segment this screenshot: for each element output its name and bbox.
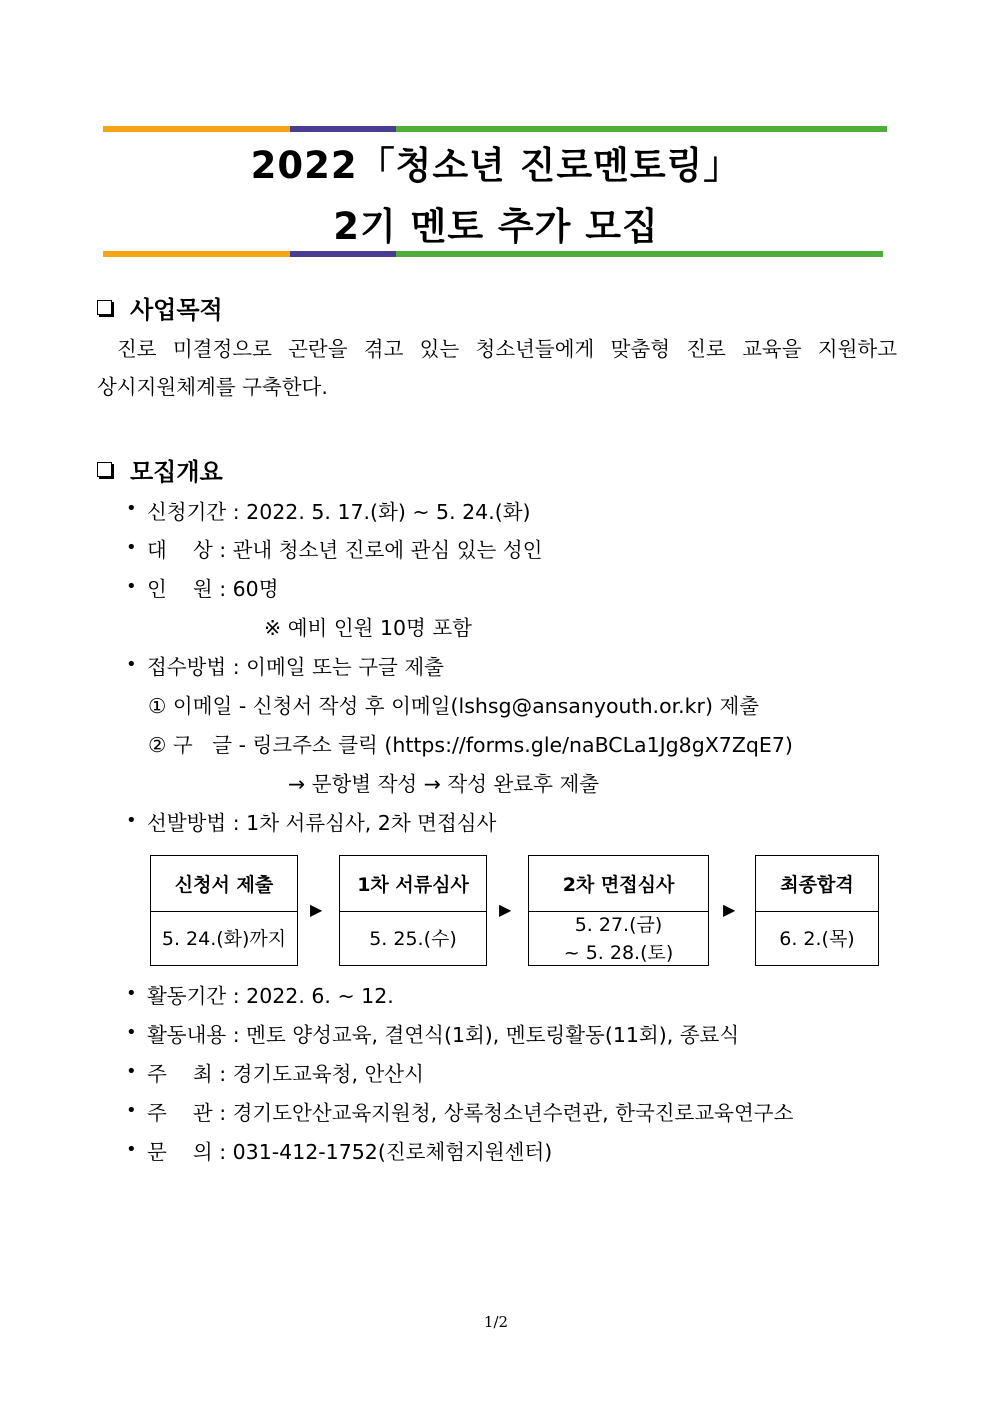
purpose-text-line1: 진로 미결정으로 곤란을 겪고 있는 청소년들에게 맞춤형 진로 교육을 지원하고 <box>117 337 897 361</box>
flow-step-apply <box>150 855 298 966</box>
bullet-icon: • <box>126 1022 137 1043</box>
bar-purple-segment <box>290 251 396 257</box>
flow-date-line1: 5. 24.(화)까지 <box>161 928 287 950</box>
count-note: ※ 예비 인원 10명 포함 <box>264 616 472 640</box>
checkbox-square-icon <box>97 462 112 477</box>
title-bottom-bar <box>103 251 883 257</box>
item-label: 신청기간 <box>147 500 227 524</box>
item-label: 문 의 <box>147 1140 213 1164</box>
flow-step-date <box>529 912 708 966</box>
item-value: : 2022. 6. ~ 12. <box>232 984 394 1008</box>
page-number: 1/2 <box>483 1313 509 1331</box>
list-item-method <box>147 652 444 682</box>
checkbox-square-icon <box>97 300 112 315</box>
flow-step-document-review <box>339 855 487 966</box>
item-value: : 멘토 양성교육, 결연식(1회), 멘토링활동(11회), 종료식 <box>232 1023 740 1047</box>
flow-arrow-icon: ▶ <box>499 900 512 919</box>
item-value: : 2022. 5. 17.(화) ~ 5. 24.(화) <box>232 500 531 524</box>
item-label: 주 최 <box>147 1062 213 1086</box>
item-label: 활동기간 <box>147 984 227 1008</box>
flow-step-interview <box>528 855 709 966</box>
list-item-host <box>147 1059 424 1089</box>
list-item-activity-period <box>147 981 394 1011</box>
section-heading-text: 모집개요 <box>130 458 223 486</box>
flow-step-date <box>756 912 878 966</box>
flow-step-date <box>151 912 297 966</box>
item-value: : 경기도안산교육지원청, 상록청소년수련관, 한국진로교육연구소 <box>219 1101 794 1125</box>
bar-orange-segment <box>103 126 290 132</box>
bar-purple-segment <box>290 126 396 132</box>
flow-step-date <box>340 912 486 966</box>
bullet-icon: • <box>126 1139 137 1160</box>
section-heading-text: 사업목적 <box>130 296 223 324</box>
flow-arrow-icon: ▶ <box>723 900 736 919</box>
section-heading-purpose <box>97 290 223 325</box>
bullet-icon: • <box>126 498 137 519</box>
title-top-bar <box>103 126 887 132</box>
bullet-icon: • <box>126 576 137 597</box>
method-google-continued: → 문항별 작성 → 작성 완료후 제출 <box>288 772 600 796</box>
purpose-text-line2: 상시지원체계를 구축한다. <box>97 375 328 399</box>
bullet-icon: • <box>126 1061 137 1082</box>
item-label: 인 원 <box>147 577 213 601</box>
bullet-icon: • <box>126 810 137 831</box>
list-item-count <box>147 574 279 604</box>
page-title-line1: 2022「청소년 진로멘토링」 <box>250 144 742 187</box>
flow-step-final <box>755 855 879 966</box>
item-value: : 관내 청소년 진로에 관심 있는 성인 <box>219 538 543 562</box>
item-value: : 이메일 또는 구글 제출 <box>232 655 444 679</box>
method-email-line: ① 이메일 - 신청서 작성 후 이메일(lshsg@ansanyouth.or.kr) 제출 <box>148 694 760 718</box>
list-item-organizer <box>147 1098 793 1128</box>
item-label: 대 상 <box>147 538 213 562</box>
item-label: 주 관 <box>147 1101 213 1125</box>
item-label: 접수방법 <box>147 655 227 679</box>
item-label: 선발방법 <box>147 811 227 835</box>
flow-date-line1: 5. 25.(수) <box>369 928 457 950</box>
list-item-target <box>147 535 542 565</box>
list-item-activity-content <box>147 1020 739 1050</box>
flow-step-title: 신청서 제출 <box>151 856 297 912</box>
method-google-line: ② 구 글 - 링크주소 클릭 (https://forms.gle/naBCLa1Jg8gX7ZqE7) <box>148 733 793 757</box>
flow-arrow-icon: ▶ <box>310 900 323 919</box>
bullet-icon: • <box>126 983 137 1004</box>
item-value: : 031-412-1752(진로체험지원센터) <box>219 1140 553 1164</box>
flow-step-title: 1차 서류심사 <box>340 856 486 912</box>
flow-date-line1: 6. 2.(목) <box>779 928 855 950</box>
bar-green-segment <box>396 126 887 132</box>
list-item-contact <box>147 1137 552 1167</box>
flow-step-title: 최종합격 <box>756 856 878 912</box>
item-value: : 60명 <box>219 577 279 601</box>
flow-date-line1: 5. 27.(금) <box>574 914 663 936</box>
bullet-icon: • <box>126 537 137 558</box>
item-value: : 경기도교육청, 안산시 <box>219 1062 424 1086</box>
flow-date-line2: ~ 5. 28.(토) <box>563 942 674 964</box>
page-title-line2: 2기 멘토 추가 모집 <box>333 205 659 248</box>
flow-step-title: 2차 면접심사 <box>529 856 708 912</box>
list-item-period <box>147 497 531 527</box>
item-value: : 1차 서류심사, 2차 면접심사 <box>232 811 497 835</box>
section-heading-overview <box>97 452 223 487</box>
item-label: 활동내용 <box>147 1023 227 1047</box>
bullet-icon: • <box>126 654 137 675</box>
list-item-selection <box>147 808 496 838</box>
bar-green-segment <box>396 251 883 257</box>
bullet-icon: • <box>126 1100 137 1121</box>
bar-orange-segment <box>103 251 290 257</box>
